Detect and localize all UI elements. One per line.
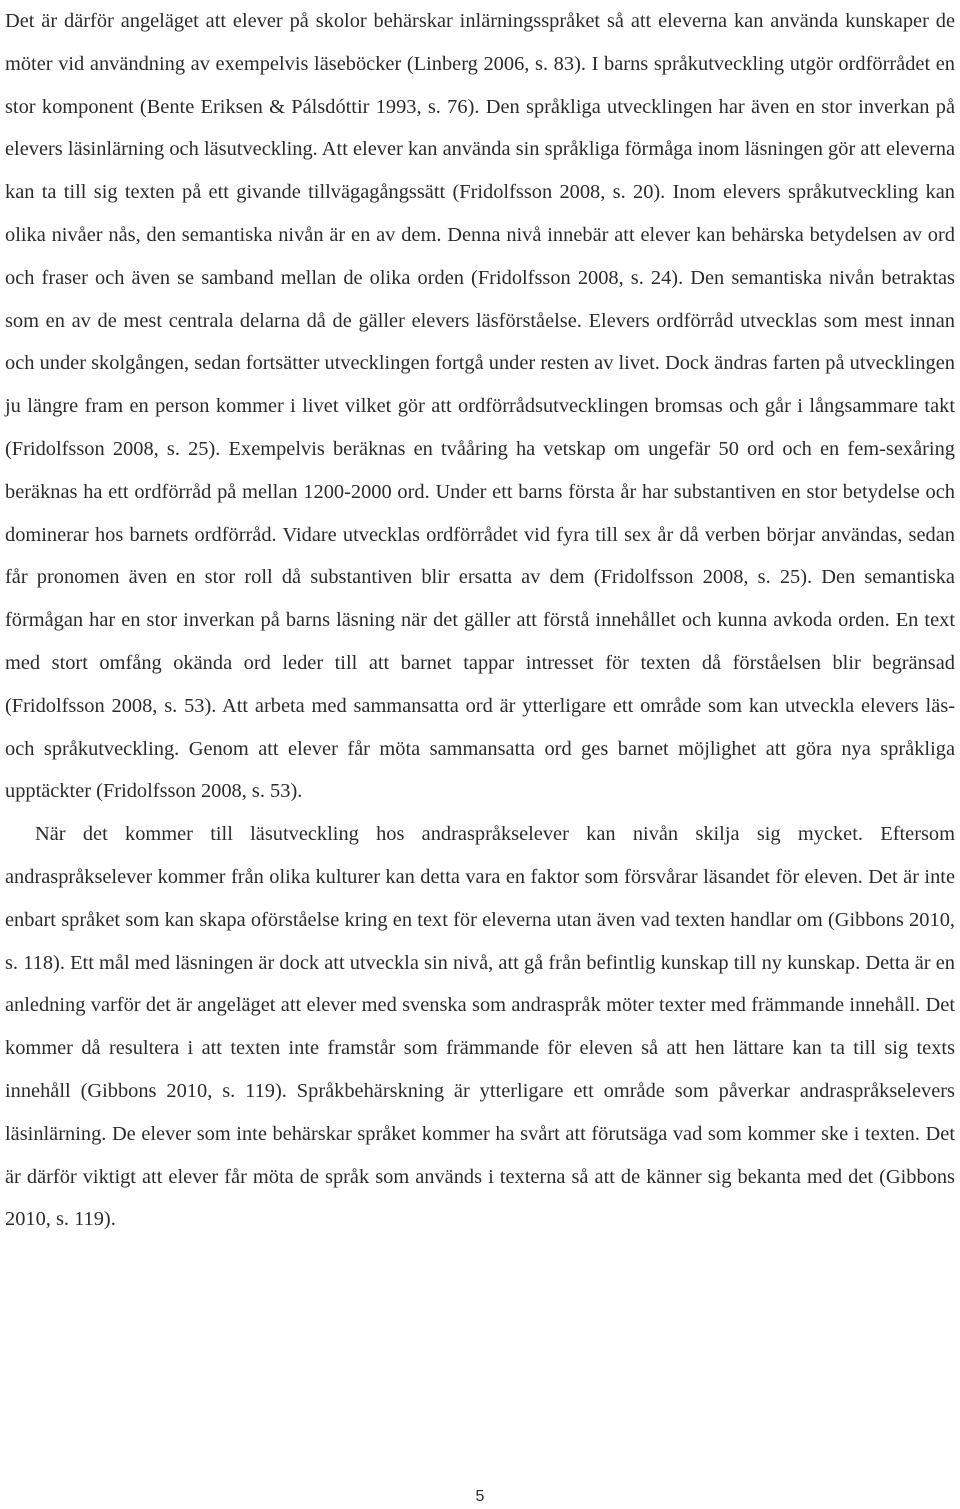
paragraph-1: Det är därför angeläget att elever på skolor behärskar inlärningsspråket så att eleverna kan använda kunskaper de möter vid användning av exempelvis läseböcker (Linberg 2006, s. 83). I barns språkutveckling utgör ordförrådet en stor komponent (Bente Eriksen & Pálsdóttir 1993, s. 76). Den språkliga utvecklingen har även en stor inverkan på elevers läsinlärning och läsutveckling. Att elever kan använda sin språkliga förmåga inom läsningen gör att eleverna kan ta till sig texten på ett givande tillvägagångssätt (Fridolfsson 2008, s. 20). Inom elevers språkutveckling kan olika nivåer nås, den semantiska nivån är en av dem. Denna nivå innebär att elever kan behärska betydelsen av ord och fraser och även se samband mellan de olika orden (Fridolfsson 2008, s. 24). Den semantiska nivån betraktas som en av de mest centrala delarna då de gäller elevers läsförståelse. Elevers ordförråd utvecklas som mest innan och under skolgången, sedan fortsätter utvecklingen fortgå under resten av livet. Dock ändras farten på utvecklingen ju längre fram en person kommer i livet vilket gör att ordförrådsutvecklingen bromsas och går i långsammare takt (Fridolfsson 2008, s. 25). Exempelvis beräknas en tvååring ha vetskap om ungefär 50 ord och en fem-sexåring beräknas ha ett ordförråd på mellan 1200-2000 ord. Under ett barns första år har substantiven en stor betydelse och dominerar hos barnets ordförråd. Vidare utvecklas ordförrådet vid fyra till sex år då verben börjar användas, sedan får pronomen även en stor roll då substantiven blir ersatta av dem (Fridolfsson 2008, s. 25). Den semantiska förmågan har en stor inverkan på barns läsning när det gäller att förstå innehållet och kunna avkoda orden. En text med stort omfång okända ord leder till att barnet tappar intresset för texten då förståelsen blir begränsad (Fridolfsson 2008, s. 53). Att arbeta med sammansatta ord är ytterligare ett område som kan utveckla elevers läs- och språkutveckling. Genom att elever får möta sammansatta ord ges barnet möjlighet att göra nya språkliga upptäckter (Fridolfsson 2008, s. 53). bbox=[5, 10, 955, 803]
paragraph-2: När det kommer till läsutveckling hos andraspråkselever kan nivån skilja sig mycket. Eftersom andraspråkselever kommer från olika kulturer kan detta vara en faktor som försvårar läsandet för eleven. Det är inte enbart språket som kan skapa oförståelse kring en text för eleverna utan även vad texten handlar om (Gibbons 2010, s. 118). Ett mål med läsningen är dock att utveckla sin nivå, att gå från befintlig kunskap till ny kunskap. Detta är en anledning varför det är angeläget att elever med svenska som andraspråk möter texter med främmande innehåll. Det kommer då resultera i att texten inte framstår som främmande för eleven så att hen lättare kan ta till sig texts innehåll (Gibbons 2010, s. 119). Språkbehärskning är ytterligare ett område som påverkar andraspråkselevers läsinlärning. De elever som inte behärskar språket kommer ha svårt att förutsäga vad som kommer ske i texten. Det är därför viktigt att elever får möta de språk som används i texterna så att de känner sig bekanta med det (Gibbons 2010, s. 119). bbox=[5, 823, 955, 1231]
page-number: 5 bbox=[475, 1488, 485, 1505]
body-text bbox=[5, 0, 955, 1241]
